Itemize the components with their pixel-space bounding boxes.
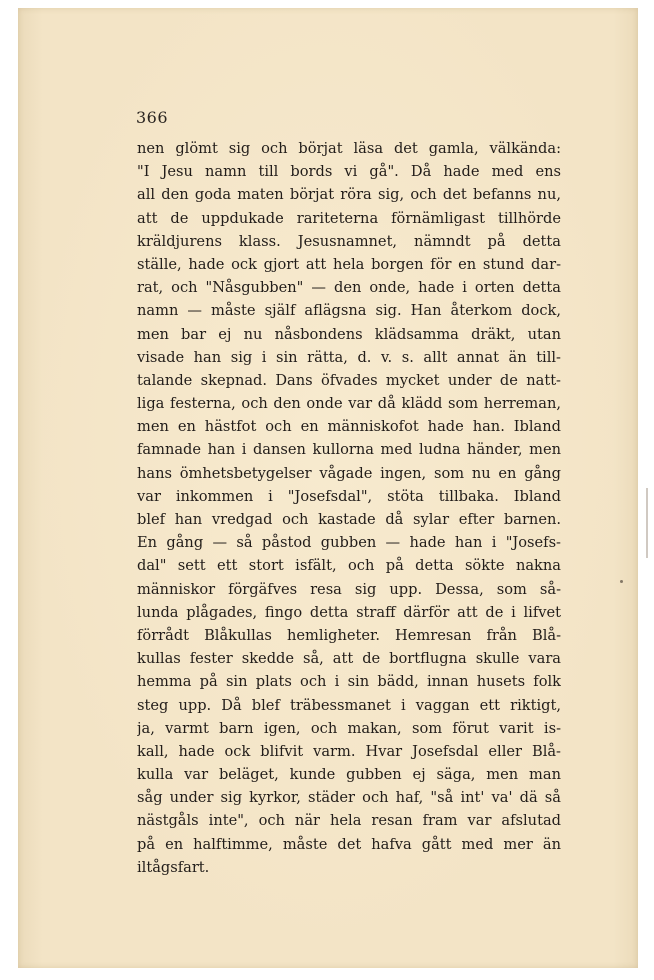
text-line: lunda plågades, fingo detta straff därför att de i lifvet xyxy=(137,603,561,621)
book-page xyxy=(18,8,638,968)
text-line: dal" sett ett stort isfält, och på detta sökte nakna xyxy=(137,557,561,575)
text-line: iltågsfart. xyxy=(137,858,210,876)
text-line: ställe, hade ock gjort att hela borgen för en stund dar- xyxy=(137,255,561,273)
text-line: hemma på sin plats och i sin bädd, innan husets folk xyxy=(137,673,561,691)
body-text xyxy=(137,137,561,879)
text-line: namn — måste själf aflägsna sig. Han återkom dock, xyxy=(137,302,561,320)
text-line: "I Jesu namn till bords vi gå". Då hade med ens xyxy=(137,163,561,181)
text-line: såg under sig kyrkor, städer och haf, "så int' va' dä så xyxy=(137,789,561,807)
text-line: kullas fester skedde så, att de bortflugna skulle vara xyxy=(137,650,561,668)
text-line: famnade han i dansen kullorna med ludna händer, men xyxy=(137,441,561,459)
text-line: rat, och "Nåsgubben" — den onde, hade i orten detta xyxy=(137,279,561,297)
text-line: kulla var beläget, kunde gubben ej säga, men man xyxy=(137,766,561,784)
text-line: nästgåls inte", och när hela resan fram var afslutad xyxy=(137,812,561,830)
text-line: att de uppdukade rariteterna förnämligast tillhörde xyxy=(137,209,561,227)
text-line: men bar ej nu nåsbondens klädsamma dräkt, utan xyxy=(137,325,561,343)
text-line: liga festerna, och den onde var då klädd som herreman, xyxy=(137,395,561,413)
text-line: steg upp. Då blef träbessmanet i vaggan ett riktigt, xyxy=(137,696,561,714)
text-line: hans ömhetsbetygelser vågade ingen, som nu en gång xyxy=(137,464,561,482)
text-line: En gång — så påstod gubben — hade han i "Josefs- xyxy=(137,534,561,552)
margin-mark xyxy=(646,488,648,558)
text-line: ja, varmt barn igen, och makan, som förut varit is- xyxy=(137,719,561,737)
text-line: blef han vredgad och kastade då sylar efter barnen. xyxy=(137,511,561,528)
text-line: visade han sig i sin rätta, d. v. s. allt annat än till- xyxy=(137,348,561,366)
text-line: men en hästfot och en människofot hade han. Ibland xyxy=(137,418,561,436)
text-line: talande skepnad. Dans öfvades mycket under de natt- xyxy=(137,371,561,389)
text-line: förrådt Blåkullas hemligheter. Hemresan från Blå- xyxy=(137,626,561,644)
text-line: människor förgäfves resa sig upp. Dessa, som så- xyxy=(137,580,561,598)
margin-dot xyxy=(620,580,623,583)
text-line: nen glömt sig och börjat läsa det gamla, välkända: xyxy=(137,140,561,157)
text-line: var inkommen i "Josefsdal", stöta tillbaka. Ibland xyxy=(137,487,561,505)
text-line: all den goda maten börjat röra sig, och det befanns nu, xyxy=(137,186,561,204)
text-line: på en halftimme, måste det hafva gått med mer än xyxy=(137,835,561,853)
text-line: kall, hade ock blifvit varm. Hvar Josefsdal eller Blå- xyxy=(137,742,561,760)
text-line: kräldjurens klass. Jesusnamnet, nämndt på detta xyxy=(137,232,561,250)
page-number: 366 xyxy=(136,108,169,127)
